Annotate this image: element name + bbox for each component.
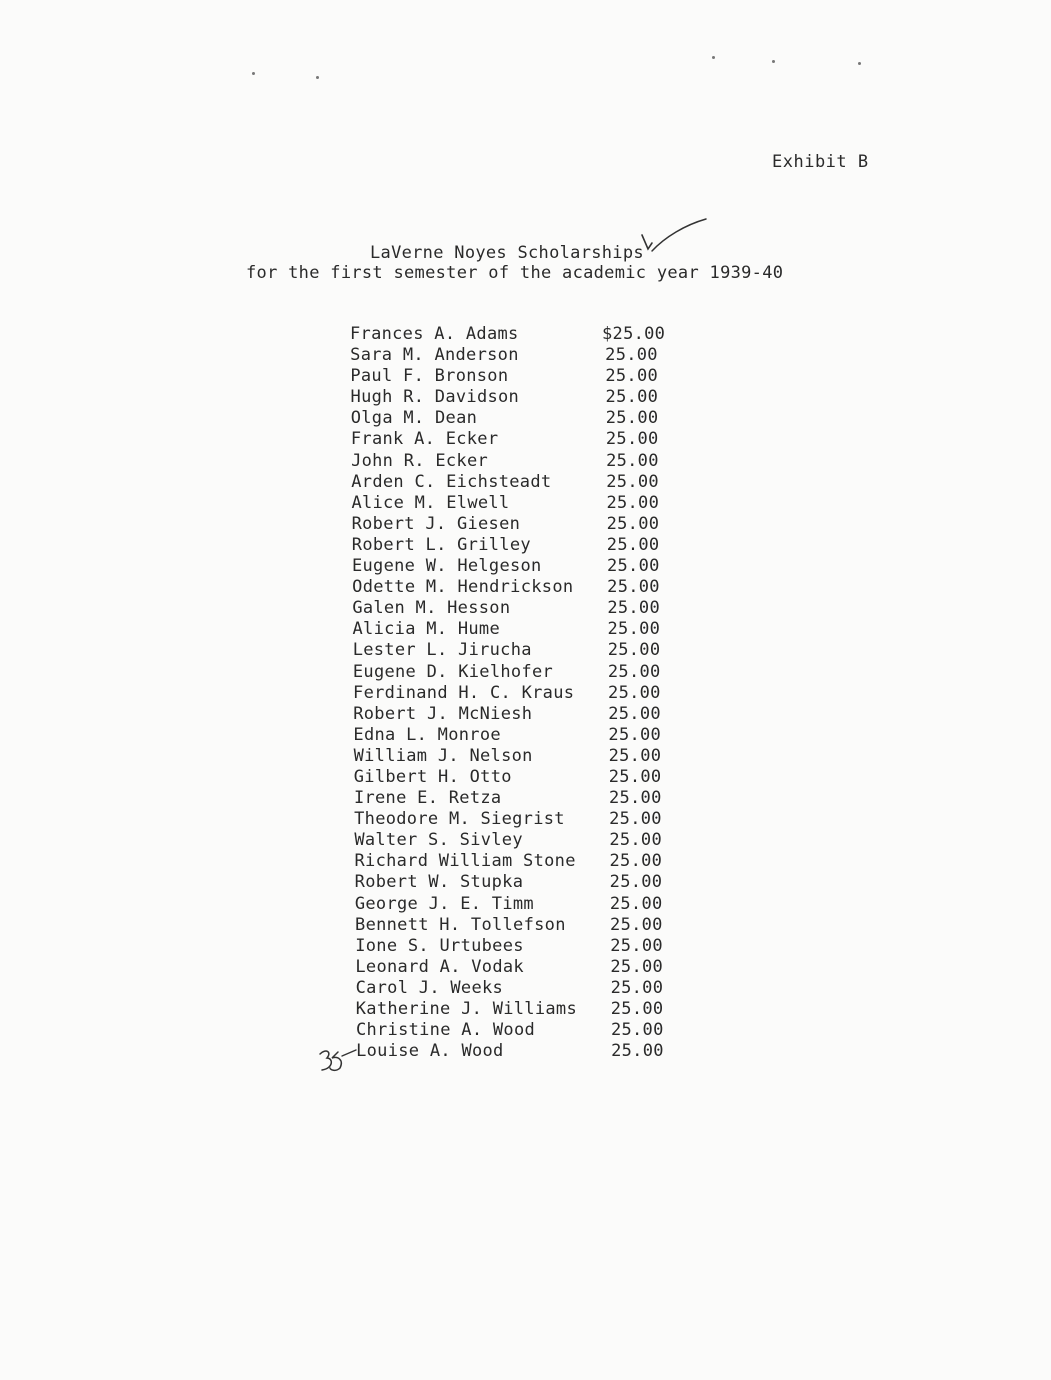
- scholarship-amount: 25.00: [606, 471, 659, 492]
- scholarship-amount: 25.00: [610, 999, 664, 1019]
- scholarship-row: [350, 324, 690, 345]
- scholarship-amount: 25.00: [609, 809, 662, 830]
- scholarship-row: [355, 872, 695, 893]
- scholarship-row: [351, 472, 691, 493]
- scholarship-row: [355, 851, 695, 872]
- scholarship-amount: 25.00: [606, 450, 659, 471]
- student-name: Arden C. Eichsteadt: [351, 471, 552, 492]
- student-name: Louise A. Wood: [356, 1041, 504, 1062]
- student-name: Katherine J. Williams: [355, 999, 577, 1019]
- scholarship-row: [355, 936, 695, 957]
- scholarship-amount: 25.00: [608, 766, 662, 787]
- scholarship-amount: 25.00: [607, 640, 661, 661]
- scholarship-amount: 25.00: [608, 682, 661, 703]
- student-name: Theodore M. Siegrist: [354, 809, 565, 830]
- student-name: Edna L. Monroe: [353, 724, 501, 745]
- scholarship-row: [352, 535, 692, 556]
- paper-speck: [252, 72, 255, 75]
- scholarship-amount: 25.00: [606, 513, 660, 534]
- scholarship-row: [355, 894, 695, 915]
- student-name: Gilbert H. Otto: [353, 766, 512, 787]
- scholarship-amount: 25.00: [609, 893, 663, 914]
- scholarship-row: [353, 662, 693, 683]
- student-name: George J. E. Timm: [354, 893, 534, 914]
- scholarship-amount: 25.00: [607, 598, 661, 619]
- scholarship-amount: 25.00: [610, 935, 663, 956]
- scholarship-row: [352, 577, 692, 598]
- scholarship-amount: 25.00: [605, 366, 659, 387]
- scholarship-row: [356, 978, 696, 999]
- scholarship-amount: 25.00: [606, 556, 660, 577]
- student-name: Ferdinand H. C. Kraus: [353, 682, 575, 703]
- student-name: Odette M. Hendrickson: [352, 577, 574, 598]
- scholarship-amount: 25.00: [608, 724, 662, 745]
- scholarship-row: [351, 408, 691, 429]
- student-name: Frances A. Adams: [350, 324, 519, 344]
- scholarship-row: [355, 957, 695, 978]
- student-name: Robert W. Stupka: [354, 872, 524, 893]
- handwritten-checkmark-icon: [640, 215, 710, 260]
- student-name: Olga M. Dean: [350, 408, 478, 429]
- student-name: Irene E. Retza: [353, 788, 502, 809]
- scholarship-row: [356, 1020, 696, 1041]
- student-name: Robert J. McNiesh: [353, 703, 533, 724]
- scholarship-row: [354, 767, 694, 788]
- scholarship-amount: 25.00: [605, 387, 659, 408]
- student-name: Eugene D. Kielhofer: [352, 661, 554, 682]
- student-name: Walter S. Sivley: [354, 830, 523, 851]
- scholarship-amount: 25.00: [606, 492, 660, 513]
- scholarship-list: [350, 324, 690, 1062]
- student-name: Eugene W. Helgeson: [351, 556, 542, 577]
- scholarship-amount: $25.00: [602, 324, 666, 344]
- scholarship-row: [352, 556, 692, 577]
- student-name: Carol J. Weeks: [355, 977, 504, 998]
- scholarship-amount: 25.00: [605, 408, 659, 429]
- student-name: Christine A. Wood: [355, 1020, 536, 1041]
- scholarship-amount: 25.00: [609, 830, 662, 851]
- student-name: Alice M. Elwell: [351, 492, 510, 513]
- exhibit-label: Exhibit B: [772, 152, 869, 172]
- paper-speck: [858, 62, 861, 65]
- scholarship-amount: 25.00: [608, 745, 662, 766]
- scholarship-amount: 25.00: [610, 956, 664, 977]
- scholarship-amount: 25.00: [607, 661, 661, 682]
- scholarship-row: [354, 746, 694, 767]
- scholarship-row: [350, 345, 690, 366]
- scholarship-amount: 25.00: [610, 914, 663, 935]
- document-subtitle: for the first semester of the academic year 1939-40: [246, 263, 784, 283]
- scholarship-row: [352, 514, 692, 535]
- scholarship-amount: 25.00: [608, 788, 662, 809]
- scholarship-row: [354, 830, 694, 851]
- student-name: Lester L. Jirucha: [352, 640, 532, 661]
- document-title: LaVerne Noyes Scholarships: [370, 243, 644, 263]
- scholarship-amount: 25.00: [607, 577, 660, 598]
- scholarship-amount: 25.00: [609, 872, 663, 893]
- scholarship-amount: 25.00: [605, 345, 658, 366]
- paper-speck: [712, 56, 715, 59]
- paper-speck: [316, 76, 319, 79]
- student-name: William J. Nelson: [353, 745, 533, 766]
- scholarship-row: [353, 619, 693, 640]
- student-name: Robert J. Giesen: [351, 513, 521, 534]
- student-name: Ione S. Urtubees: [355, 935, 524, 956]
- scholarship-row: [353, 704, 693, 725]
- student-name: Richard William Stone: [354, 851, 576, 872]
- scholarship-row: [351, 451, 691, 472]
- scholarship-row: [353, 683, 693, 704]
- scholarship-row: [351, 387, 691, 408]
- scholarship-amount: 25.00: [605, 429, 659, 450]
- scholarship-amount: 25.00: [610, 977, 664, 998]
- scholarship-amount: 25.00: [606, 534, 660, 555]
- student-name: Frank A. Ecker: [350, 429, 499, 450]
- scholarship-row: [356, 1041, 696, 1062]
- scholarship-row: [351, 429, 691, 450]
- scholarship-row: [350, 366, 690, 387]
- scholarship-row: [353, 725, 693, 746]
- scholarship-row: [352, 598, 692, 619]
- student-name: Sara M. Anderson: [350, 345, 519, 366]
- scholarship-row: [354, 788, 694, 809]
- scholarship-row: [353, 640, 693, 661]
- scholarship-amount: 25.00: [607, 619, 661, 640]
- handwritten-count-mark: [316, 1044, 360, 1078]
- scholarship-amount: 25.00: [611, 1041, 664, 1062]
- scholarship-row: [356, 999, 696, 1020]
- student-name: Leonard A. Vodak: [355, 956, 524, 977]
- student-name: John R. Ecker: [351, 450, 489, 471]
- student-name: Hugh R. Davidson: [350, 387, 520, 408]
- student-name: Alicia M. Hume: [352, 619, 501, 640]
- student-name: Paul F. Bronson: [350, 366, 509, 387]
- student-name: Galen M. Hesson: [352, 598, 511, 619]
- scholarship-amount: 25.00: [609, 851, 663, 872]
- scholarship-row: [351, 493, 691, 514]
- student-name: Robert L. Grilley: [351, 534, 531, 555]
- student-name: Bennett H. Tollefson: [355, 914, 566, 935]
- scholarship-row: [354, 809, 694, 830]
- paper-speck: [772, 60, 775, 63]
- scholarship-amount: 25.00: [610, 1020, 664, 1041]
- scholarship-row: [355, 915, 695, 936]
- scholarship-amount: 25.00: [608, 703, 661, 724]
